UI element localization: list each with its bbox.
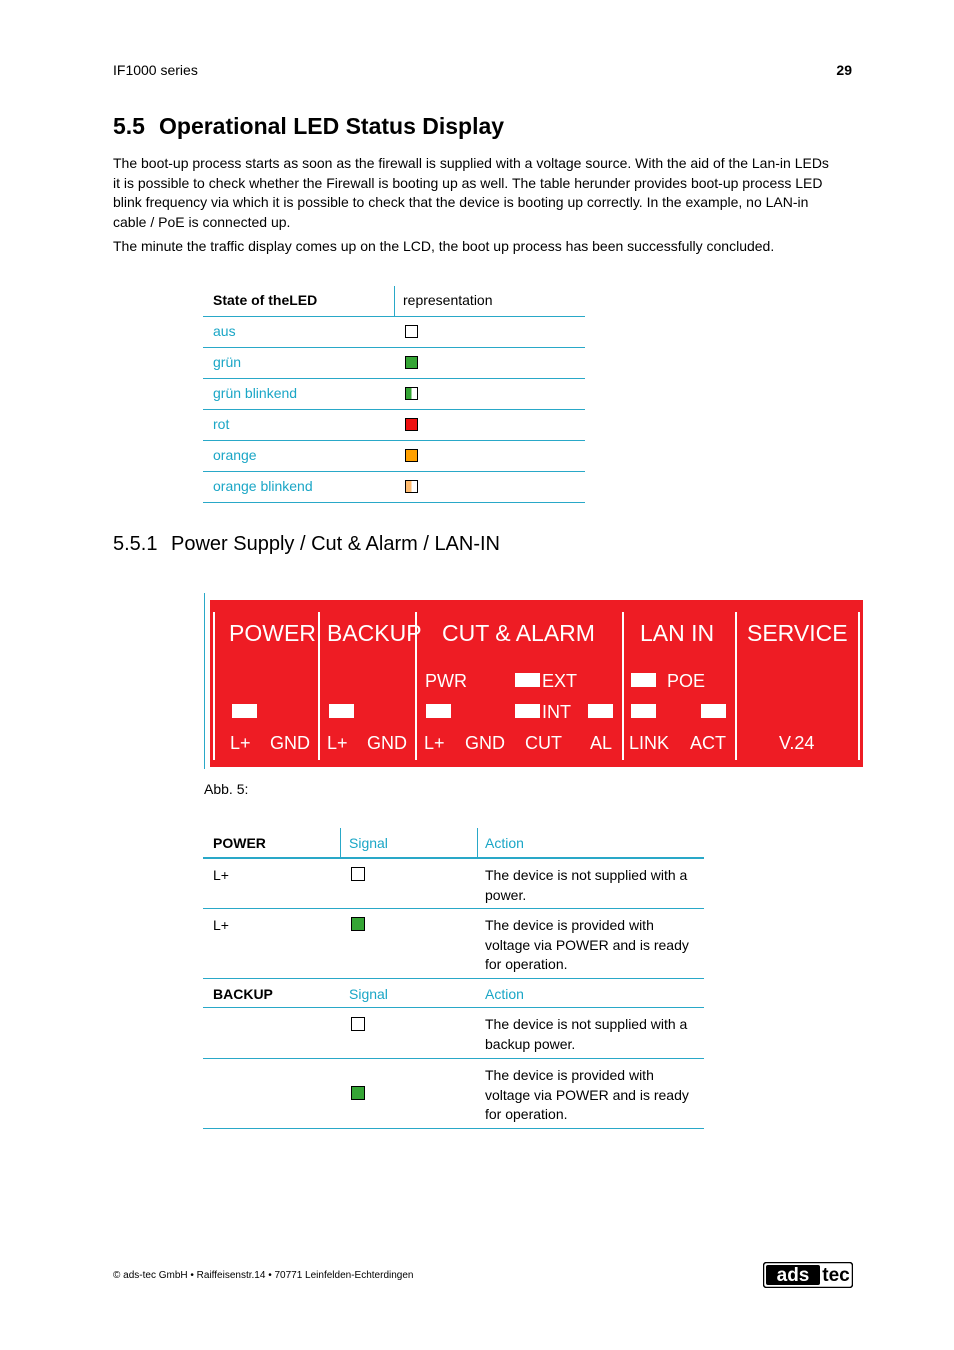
link-label: LINK	[629, 733, 670, 753]
power-table-header	[203, 828, 704, 859]
power-row-label: L+	[213, 867, 229, 883]
pwr-label: PWR	[425, 671, 467, 691]
backup-header-signal: Signal	[349, 986, 388, 1002]
column-divider	[340, 828, 341, 857]
poe-label: POE	[667, 671, 706, 691]
led-off-swatch	[351, 867, 365, 881]
act-label: ACT	[690, 733, 726, 753]
panel-divider	[735, 612, 737, 760]
led-state-label: grün	[213, 354, 242, 370]
power-backup-table	[203, 828, 704, 1129]
int-led-icon	[515, 704, 540, 718]
cut-label: CUT	[525, 733, 562, 753]
power-row-action: The device is provided with voltage via POWER and is ready for operation.	[485, 917, 689, 973]
backup-table-header	[203, 979, 704, 1008]
table-row	[203, 1008, 704, 1059]
power-led-icon	[232, 704, 257, 718]
led-state-header: State of theLED	[213, 292, 318, 308]
panel-divider	[318, 612, 320, 760]
power-gnd-label: GND	[270, 733, 310, 753]
backup-gnd-label: GND	[367, 733, 407, 753]
document-series: IF1000 series	[113, 62, 198, 78]
led-green-blink-swatch	[405, 387, 418, 400]
section-heading	[113, 113, 504, 140]
backup-led-icon	[329, 704, 354, 718]
act-led-icon	[701, 704, 726, 718]
column-divider	[477, 828, 478, 857]
poe-led-icon	[631, 673, 656, 687]
led-row-gruen	[203, 348, 585, 379]
led-off-swatch	[405, 325, 418, 338]
footer-copyright: © ads-tec GmbH • Raiffeisenstr.14 • 70771 Leinfelden-Echterdingen	[113, 1270, 414, 1281]
subsection-heading	[113, 533, 500, 556]
subsection-number: 5.5.1	[113, 533, 158, 555]
table-row	[203, 1059, 704, 1129]
backup-row-action: The device is not supplied with a backup power.	[485, 1016, 688, 1052]
panel-title-service: SERVICE	[747, 620, 848, 646]
power-header-signal: Signal	[349, 835, 388, 851]
led-orange-swatch	[405, 449, 418, 462]
ext-led-icon	[515, 673, 540, 687]
led-state-label: rot	[213, 416, 230, 432]
led-state-table	[203, 286, 585, 503]
int-label: INT	[542, 702, 571, 722]
panel-divider	[213, 612, 215, 760]
backup-row-action: The device is provided with voltage via POWER and is ready for operation.	[485, 1067, 689, 1123]
led-off-swatch	[351, 1017, 365, 1031]
conclusion-paragraph: The minute the traffic display comes up on the LCD, the boot up process has been successfully concluded.	[113, 238, 775, 254]
led-green-swatch	[405, 356, 418, 369]
ads-tec-logo	[763, 1262, 853, 1288]
section-title: Operational LED Status Display	[159, 113, 505, 139]
ca-gnd-label: GND	[465, 733, 505, 753]
led-row-gruen-blinkend	[203, 379, 585, 410]
backup-header-action: Action	[485, 986, 524, 1002]
table-row	[203, 859, 704, 909]
table-row	[203, 909, 704, 979]
al-label: AL	[590, 733, 613, 753]
logo-text-left: ads	[776, 1265, 810, 1286]
led-green-swatch	[351, 917, 365, 931]
power-lplus-label: L+	[230, 733, 251, 753]
power-header-action: Action	[485, 835, 524, 851]
ca-lplus-label: L+	[424, 733, 445, 753]
led-row-orange-blinkend	[203, 472, 585, 503]
panel-title-backup: BACKUP	[327, 620, 422, 646]
led-row-orange	[203, 441, 585, 472]
backup-lplus-label: L+	[327, 733, 348, 753]
ext-label: EXT	[542, 671, 578, 691]
figure-border	[204, 593, 205, 769]
power-header-name: POWER	[213, 835, 266, 851]
panel-divider	[858, 612, 860, 760]
led-green-swatch	[351, 1086, 365, 1100]
led-state-label: aus	[213, 323, 236, 339]
v24-label: V.24	[779, 733, 815, 753]
column-divider	[394, 286, 395, 316]
logo-text-right: tec	[822, 1265, 850, 1286]
power-row-action: The device is not supplied with a power.	[485, 867, 688, 903]
panel-divider	[622, 612, 624, 760]
link-led-icon	[631, 704, 656, 718]
page-number: 29	[836, 62, 852, 78]
led-row-aus	[203, 317, 585, 348]
led-red-swatch	[405, 418, 418, 431]
power-row-label: L+	[213, 917, 229, 933]
al-led-icon	[588, 704, 613, 718]
led-row-rot	[203, 410, 585, 441]
panel-title-lan-in: LAN IN	[640, 620, 715, 646]
led-table-header	[203, 286, 585, 317]
led-state-label: orange blinkend	[213, 478, 313, 494]
led-state-label: orange	[213, 447, 257, 463]
intro-paragraph: The boot-up process starts as soon as the firewall is supplied with a voltage source. With the aid of the Lan-in LEDs it is possible to check whether the Firewall is booting up as well. The table herunder provides boot-up process LED blink frequency via which it is possible to check that the device is booting up correctly. In the example, no LAN-in cable / PoE is connected up.	[113, 155, 829, 230]
led-state-label: grün blinkend	[213, 385, 298, 401]
pwr-led-icon	[426, 704, 451, 718]
led-orange-blink-swatch	[405, 480, 418, 493]
led-representation-header: representation	[403, 292, 493, 308]
backup-header-name: BACKUP	[213, 986, 273, 1002]
subsection-title: Power Supply / Cut & Alarm / LAN-IN	[171, 533, 501, 555]
panel-title-power: POWER	[229, 620, 316, 646]
panel-title-cut-alarm: CUT & ALARM	[442, 620, 595, 646]
led-panel-figure	[210, 600, 863, 767]
section-number: 5.5	[113, 113, 145, 139]
figure-caption: Abb. 5:	[204, 781, 249, 797]
